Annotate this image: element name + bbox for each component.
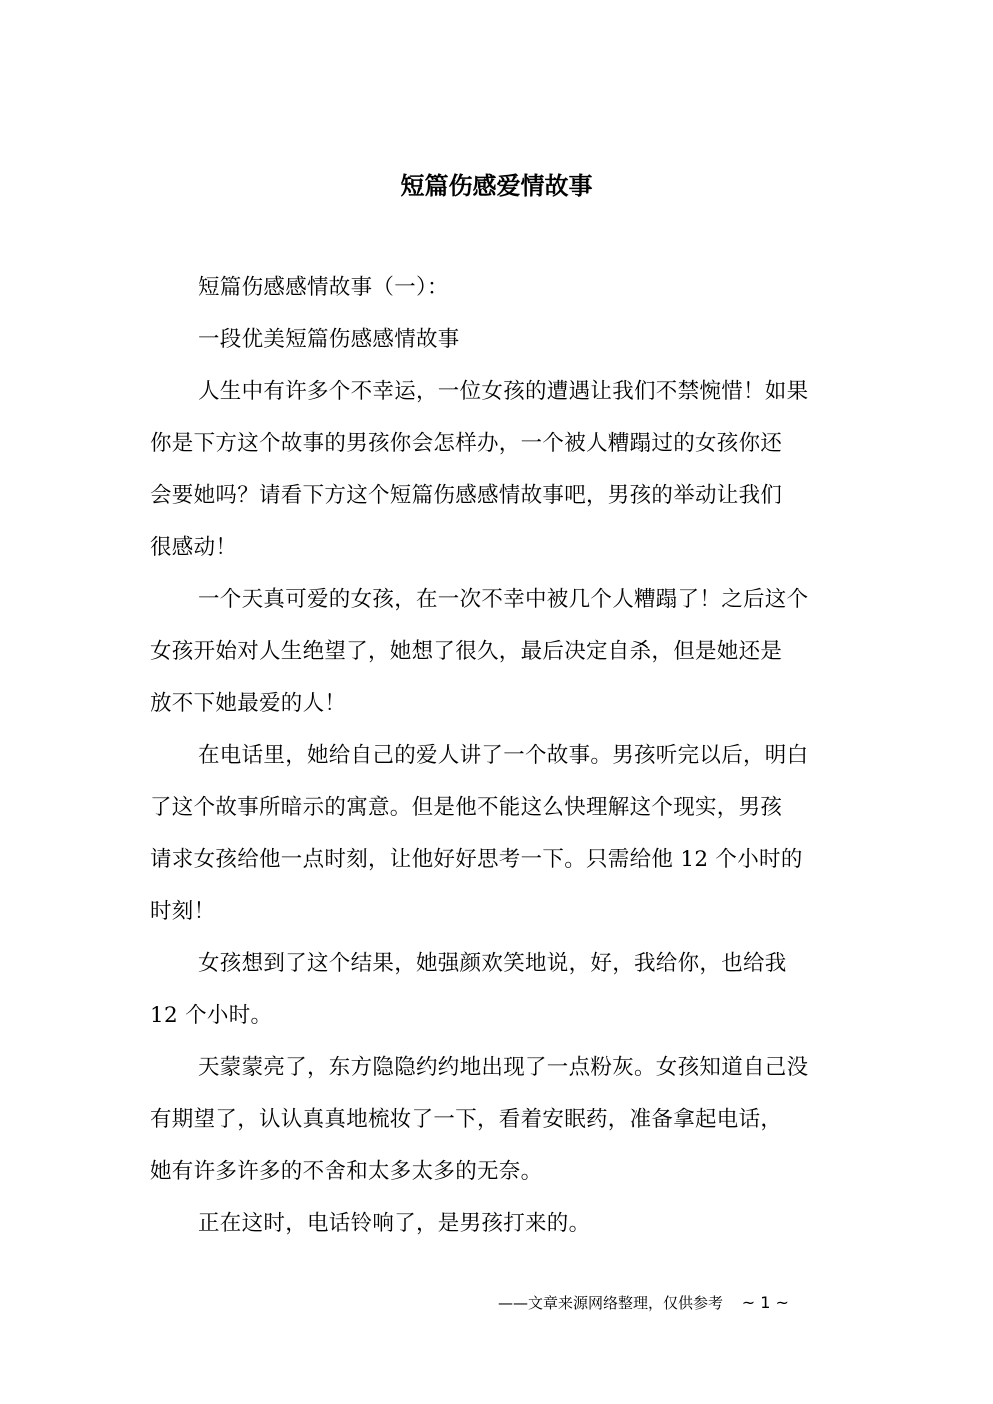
source-note: ——文章来源网络整理，仅供参考 <box>498 1294 724 1312</box>
paragraph <box>150 574 846 730</box>
paragraph <box>150 1042 846 1198</box>
text-line: 12 个小时。 <box>150 1003 273 1028</box>
paragraph <box>150 1198 846 1250</box>
document-body <box>150 262 846 1250</box>
paragraph <box>150 262 846 314</box>
paragraph <box>150 938 846 1042</box>
text-line: 时刻！ <box>150 899 216 924</box>
text-line: 你是下方这个故事的男孩你会怎样办，一个被人糟蹋过的女孩你还 <box>150 431 783 456</box>
paragraph <box>150 366 846 574</box>
page-title: 短篇伤感爱情故事 <box>400 172 593 200</box>
text-line: 短篇伤感感情故事（一）： <box>198 275 449 300</box>
text-line: 正在这时，电话铃响了，是男孩打来的。 <box>198 1211 591 1236</box>
text-line: 很感动！ <box>150 535 238 560</box>
text-line: 请求女孩给他一点时刻，让他好好思考一下。只需给他 12 个小时的 <box>150 847 803 872</box>
text-line: 天蒙蒙亮了，东方隐隐约约地出现了一点粉灰。女孩知道自己没 <box>198 1055 809 1080</box>
page-number: ~ 1 ~ <box>741 1293 789 1312</box>
text-line: 放不下她最爱的人！ <box>150 691 347 716</box>
text-line: 在电话里，她给自己的爱人讲了一个故事。男孩听完以后，明白 <box>198 743 809 768</box>
text-line: 了这个故事所暗示的寓意。但是他不能这么快理解这个现实，男孩 <box>150 795 783 820</box>
text-line: 她有许多许多的不舍和太多太多的无奈。 <box>150 1159 543 1184</box>
text-line: 女孩开始对人生绝望了，她想了很久，最后决定自杀，但是她还是 <box>150 639 783 664</box>
text-line: 会要她吗？请看下方这个短篇伤感感情故事吧，男孩的举动让我们 <box>150 483 783 508</box>
text-line: 一段优美短篇伤感感情故事 <box>198 327 460 352</box>
text-line: 一个天真可爱的女孩，在一次不幸中被几个人糟蹋了！之后这个 <box>198 587 809 612</box>
text-line: 女孩想到了这个结果，她强颜欢笑地说，好，我给你，也给我 <box>198 951 787 976</box>
text-line: 有期望了，认认真真地梳妆了一下，看着安眠药，准备拿起电话， <box>150 1107 783 1132</box>
text-line: 人生中有许多个不幸运，一位女孩的遭遇让我们不禁惋惜！如果 <box>198 379 809 404</box>
paragraph <box>150 730 846 938</box>
page-footer <box>498 1292 789 1314</box>
paragraph <box>150 314 846 366</box>
